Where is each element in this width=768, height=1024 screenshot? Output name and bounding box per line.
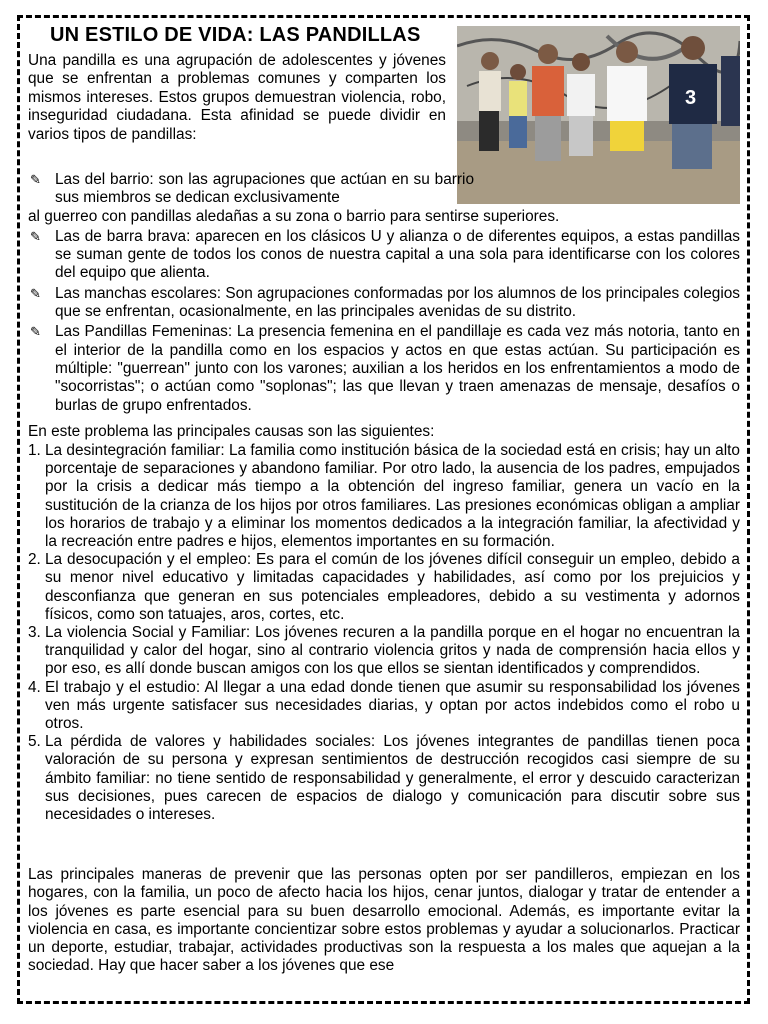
svg-text:3: 3 — [685, 87, 697, 109]
cause-text: La desocupación y el empleo: Es para el común de los jóvenes difícil conseguir un empleo, debido a su menor nivel educativo y limitadas capacidades y habilidades, así como por los prejuicios y desconfianza que generan en sus potenciales empleadores, debido a su vestimenta y adornos físicos, como son tatuajes, aros, cortes, etc. — [45, 551, 740, 623]
list-item — [28, 733, 740, 824]
list-item — [28, 285, 740, 322]
causes-intro: En este problema las principales causas son las siguientes: — [28, 423, 435, 440]
causes-list — [28, 442, 740, 824]
item-number: 3. — [28, 624, 41, 642]
bullet-text: Las de barra brava: aparecen en los clásicos U y alianza o de diferentes equipos, a estas pandillas se suman gente de todos los conos de nuestra capital a una sola para identificarse con los colores del equipo que alienta. — [55, 227, 740, 282]
closing-paragraph: Las principales maneras de prevenir que las personas opten por ser pandilleros, empiezan en los hogares, con la familia, un poco de afecto hacia los hijos, cenar juntos, dialogar y tratar de entender a los jóvenes es parte esencial para su buen desarrollo emocional. Además, es importante evitar la violencia en casa, es importante concientizar sobre estos problemas y ayudar a solucionarlos. Practicar un deporte, estudiar, trabajar, actividades productivas son la respuesta a los males que aquejan a la sociedad. Hay que hacer saber a los jóvenes que ese — [28, 866, 740, 975]
bullet-text: Las Pandillas Femeninas: La presencia femenina en el pandillaje es cada vez más notoria, tanto en el interior de la pandilla como en los espacios y actos en que estas actúan. Su participación es múltiple: "guerrean" junto con los varones; auxilian a los heridos en los enfrentamientos a modo de "socorristas"; o actúan como "soplonas"; las que llevan y traen amenazas de mensaje, desafíos o burlas de grupo enfrentados. — [55, 323, 740, 414]
cause-text: La pérdida de valores y habilidades sociales: Los jóvenes integrantes de pandillas tienen poca valoración de su persona y expresan sentimientos de destrucción recogidos casi siempre de su ámbito familiar: no tiene sentido de responsabilidad y generalmente, el error y descuido caracterizan sus decisiones, pues carecen de espacios de dialogo y comunicación para discutir sobre sus necesidades o intereses. — [45, 733, 740, 824]
list-item — [28, 323, 740, 414]
list-item — [28, 228, 740, 283]
list-item — [28, 551, 740, 624]
cause-text: El trabajo y el estudio: Al llegar a una edad donde tienen que asumir su responsabilidad los jóvenes ven más urgente satisfacer sus necesidades diarias, y optan por actos indebidos como el robo u otros. — [45, 678, 740, 733]
list-item — [28, 442, 740, 551]
cause-text: La violencia Social y Familiar: Los jóvenes recuren a la pandilla porque en el hogar no encuentran la tranquilidad y calor del hogar, sino al contrario violencia gritos y nada de comprensión hacia ellos y por eso, es allí donde buscan amigos con los que ellos se sientan identificados y comprendidos. — [45, 624, 740, 678]
cause-text: La desintegración familiar: La familia como institución básica de la sociedad está en crisis; hay un alto porcentaje de separaciones y abandono familiar. Por otro lado, la ausencia de los padres, empujados por la crisis a dedicar más tiempo a la obtención del ingreso familiar, genera un vacío en la sustitución de la crianza de los hijos por otros familiares. Las presiones económicas obligan a ampliar los horarios de trabajo y a eliminar los momentos dedicados a la integración familiar, la afectividad y la recreación entre padres e hijos, elementos importantes en su formación. — [45, 442, 740, 551]
item-number: 2. — [28, 551, 41, 569]
bullet-text-continuation: al guerreo con pandillas aledañas a su zona o barrio para sentirse superiores. — [28, 207, 560, 225]
list-item — [28, 624, 740, 679]
intro-paragraph: Una pandilla es una agrupación de adolescentes y jóvenes que se enfrentan a problemas comunes y comparten los mismos intereses. Estos grupos demuestran violencia, robo, inseguridad ciudadana. Esta afinidad se puede dividir en varios tipos de pandillas: — [28, 52, 446, 143]
item-number: 5. — [28, 733, 41, 751]
list-item — [28, 679, 740, 734]
page-title: UN ESTILO DE VIDA: LAS PANDILLAS — [50, 24, 421, 46]
bullet-text: Las del barrio: son las agrupaciones que actúan en su barrio sus miembros se dedican exclusivamente — [55, 171, 474, 207]
pencil-icon: ✎ — [30, 172, 41, 187]
item-number: 1. — [28, 442, 41, 459]
bullet-text: Las manchas escolares: Son agrupaciones conformadas por los alumnos de los principales colegios que se enfrentan, ocasionalmente, en las principales avenidas de su distrito. — [55, 284, 740, 321]
list-item — [28, 171, 560, 226]
pencil-icon: ✎ — [30, 324, 41, 340]
gang-types-list — [28, 171, 740, 417]
pencil-icon: ✎ — [30, 285, 41, 301]
pencil-icon: ✎ — [30, 228, 41, 244]
item-number: 4. — [28, 678, 41, 696]
